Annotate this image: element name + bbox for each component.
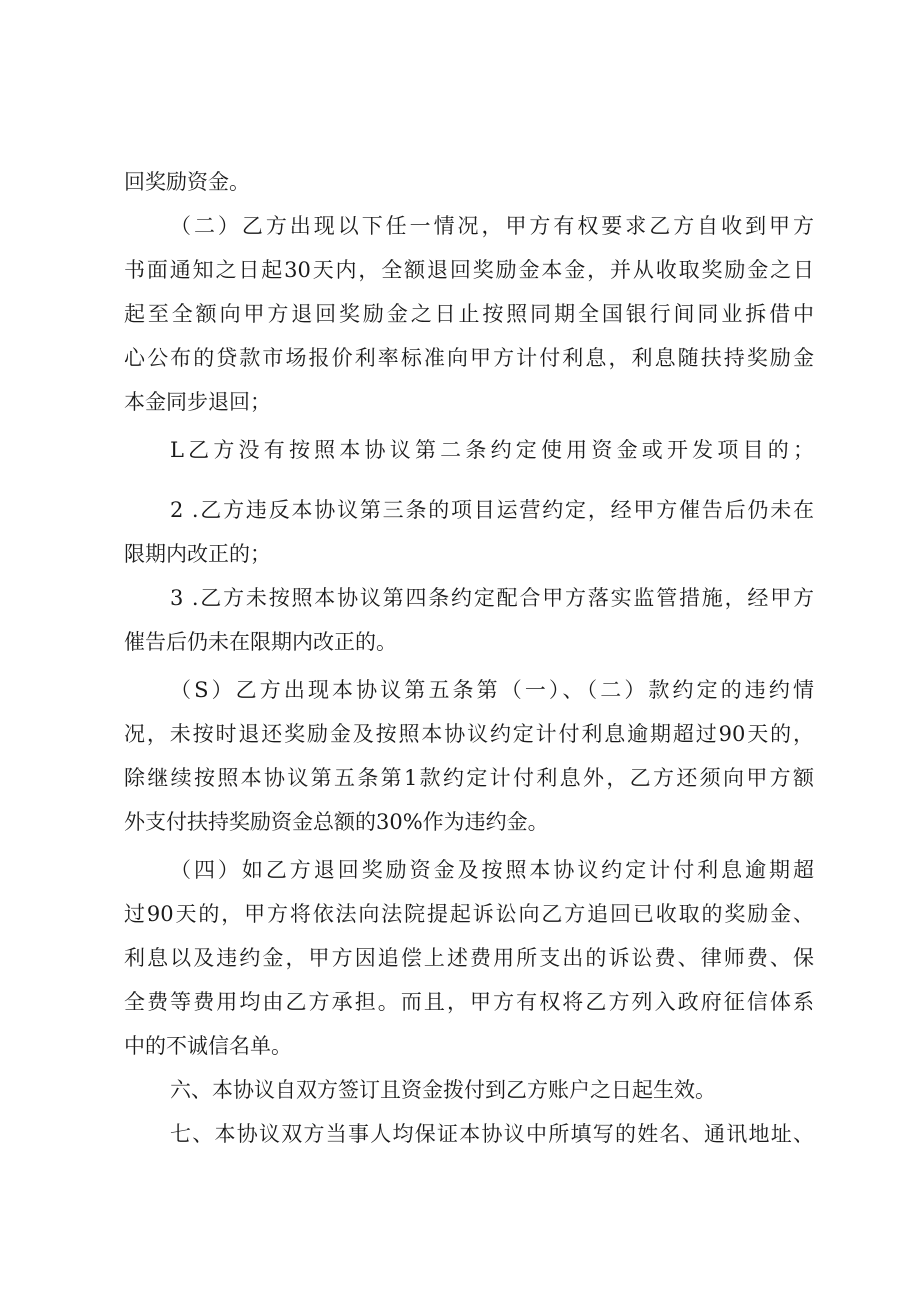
list-item-line: 3 .乙方未按照本协议第四条约定配合甲方落实监管措施，经甲方 [170, 586, 814, 610]
paragraph-line: 外支付扶持奖励资金总额的30%作为违约金。 [124, 810, 549, 834]
paragraph-line: 起至全额向甲方退回奖励金之日止按照同期全国银行间同业拆借中 [124, 302, 814, 326]
list-item-line: 催告后仍未在限期内改正的。 [124, 630, 397, 654]
paragraph-line: 过90天的，甲方将依法向法院提起诉讼向乙方追回已收取的奖励金、 [124, 902, 814, 926]
paragraph-line: 回奖励资金。 [124, 170, 250, 194]
list-item-line: 限期内改正的； [124, 542, 271, 566]
list-item-line: L乙方没有按照本协议第二条约定使用资金或开发项目的； [170, 438, 814, 462]
paragraph-line: 本金同步退回； [124, 390, 271, 414]
paragraph-line: （二）乙方出现以下任一情况，甲方有权要求乙方自收到甲方 [170, 214, 814, 238]
paragraph-line: 心公布的贷款市场报价利率标准向甲方计付利息，利息随扶持奖励金 [124, 346, 814, 370]
paragraph-line: 况，未按时退还奖励金及按照本协议约定计付利息逾期超过90天的， [124, 722, 814, 746]
paragraph-line: 七、本协议双方当事人均保证本协议中所填写的姓名、通讯地址、 [170, 1122, 814, 1146]
list-item-line: 2 .乙方违反本协议第三条的项目运营约定，经甲方催告后仍未在 [170, 498, 814, 522]
paragraph-line: 中的不诚信名单。 [124, 1034, 292, 1058]
paragraph-line: （四）如乙方退回奖励资金及按照本协议约定计付利息逾期超 [170, 858, 814, 882]
paragraph-line: 利息以及违约金，甲方因追偿上述费用所支出的诉讼费、律师费、保 [124, 946, 814, 970]
paragraph-line: 除继续按照本协议第五条第1款约定计付利息外，乙方还须向甲方额 [124, 766, 814, 790]
paragraph-line: 书面通知之日起30天内，全额退回奖励金本金，并从收取奖励金之日 [124, 258, 814, 282]
paragraph-line: 六、本协议自双方签订且资金拨付到乙方账户之日起生效。 [170, 1078, 716, 1102]
paragraph-line: 全费等费用均由乙方承担。而且，甲方有权将乙方列入政府征信体系 [124, 990, 814, 1014]
paragraph-line: （S）乙方出现本协议第五条第（一）、（二）款约定的违约情 [170, 678, 814, 702]
